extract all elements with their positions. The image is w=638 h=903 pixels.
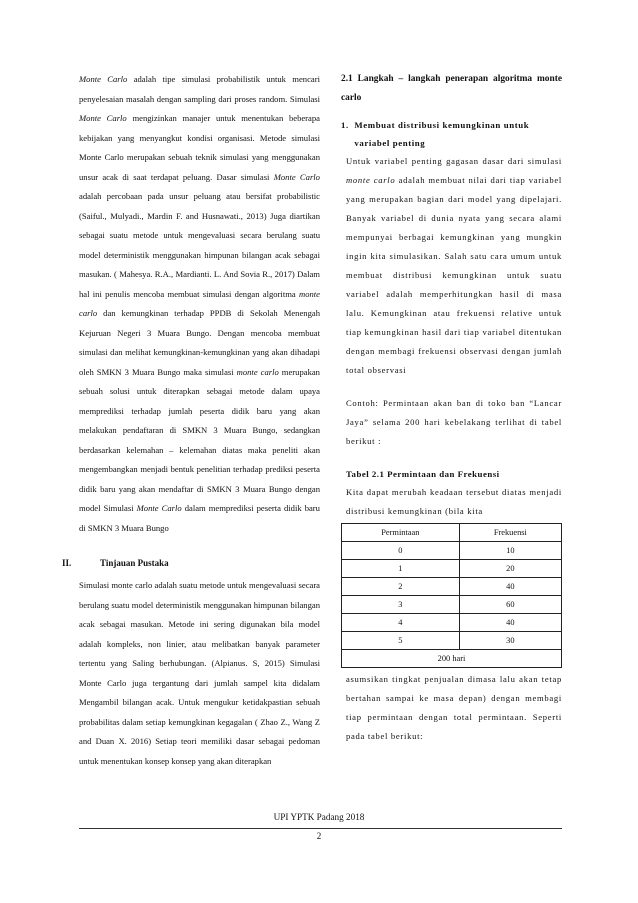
term-monte-carlo: monte carlo (346, 175, 396, 185)
table-total-cell: 200 hari (342, 650, 562, 668)
term-monte-carlo: monte carlo (236, 366, 279, 377)
table-cell: 0 (342, 542, 460, 560)
table-title: Tabel 2.1 Permintaan dan Frekuensi (346, 469, 500, 479)
page-footer: UPI YPTK Padang 2018 (273, 812, 365, 822)
table-cell: 2 (342, 578, 460, 596)
intro-text-5: merupakan sebuah solusi untuk diterapkan sebagai metode dalam upaya memprediksi terhadap jumlah peserta didik baru yang akan melakukan pendaftaran di SMKN 3 Muara Bungo, sedangkan berdasarkan kelemahan – kelemahan diatas maka peneliti akan mengembangkan menjadi bentuk penelitian terhadap prediksi peserta didik baru yang akan mendaftar di SMKN 3 Muara Bungo dengan model Simulasi (79, 366, 320, 513)
intro-text-6: dalam memprediksi peserta didik baru di SMKN 3 Muara Bungo (79, 503, 320, 533)
term-monte-carlo: Monte Carlo (79, 74, 128, 84)
table-row (342, 632, 562, 650)
intro-text-4: dan kemungkinan terhadap PPDB di Sekolah Menengah Kejuruan Negeri 3 Muara Bungo. Dengan mencoba membuat simulasi dan melihat kemungkinan-kemungkinan yang akan dihadapi oleh SMKN 3 Muara Bungo maka simulasi (79, 308, 320, 377)
table-cell: 40 (459, 578, 561, 596)
table-row (342, 596, 562, 614)
table-row (342, 560, 562, 578)
table-cell: 1 (342, 560, 460, 578)
term-monte-carlo: Monte Carlo (79, 113, 127, 123)
table-header-row (342, 524, 562, 542)
table-row (342, 578, 562, 596)
subsection-heading: 2.1 Langkah – langkah penerapan algoritma monte carlo (341, 74, 562, 103)
intro-paragraph (79, 70, 320, 538)
table-cell: 30 (459, 632, 561, 650)
frequency-table (341, 523, 562, 668)
header-frekuensi: Frekuensi (459, 524, 561, 542)
table-cell: 5 (342, 632, 460, 650)
table-cell: 60 (459, 596, 561, 614)
left-column (62, 70, 320, 771)
intro-text-2: mengizinkan manajer untuk menentukan beberapa kebijakan yang menyangkut kondisi organisasi. Metode simulasi Monte Carlo merupakan sebuah teknik simulasi yang menggunakan unsur acak di saat terdapat peluang. Dasar simulasi (79, 113, 320, 182)
term-monte-carlo: Monte Carlo (136, 503, 182, 513)
step-text-2: adalah membuat nilai dari tiap variabel yang merupakan bagian dari model yang dipelajari. Banyak variabel di dunia nyata yang secara alami mempunyai berbagai kemungkinan yang mungkin ingin kita simulasikan. Salah satu cara umum untuk membuat distribusi kemungkinan untuk suatu variabel adalah memperhitungkan hasil di masa lalu. Kemungkinan atau frekuensi relative untuk tiap kemungkinan hasil dari tiap variabel ditentukan dengan membagi frekuensi observasi dengan jumlah total observasi (346, 175, 563, 375)
step-paragraph (341, 152, 562, 380)
review-paragraph: Simulasi monte carlo adalah suatu metode untuk mengevaluasi secara berulang suatu model deterministik menggunakan himpunan bilangan acak sebagai masukan. Metode ini sering digunakan bila model adalah kompleks, non linier, atau melibatkan banyak parameter tertentu yang Saling berhubungan. (Alpianus. S, 2015) Simulasi Monte Carlo juga tergantung dari jumlah sampel kita didalam Mengambil bilangan acak. Untuk mengukur ketidakpastian sebuah probabilitas dalam setiap kemungkinan kegagalan ( Zhao Z., Wang Z and Duan X. 2016) Setiap teori memiliki dasar sebagai pedoman untuk menentukan konsep konsep yang akan diterapkan (79, 580, 320, 766)
header-permintaan: Permintaan (342, 524, 460, 542)
footer-divider (79, 828, 562, 829)
section-heading (62, 558, 320, 568)
closing-paragraph: asumsikan tingkat penjualan dimasa lalu akan tetap bertahan sampai ke masa depan) dengan membagi tiap permintaan dengan total permintaan. Seperti pada tabel berikut: (346, 674, 562, 741)
step-heading (341, 116, 562, 152)
intro-text-1: adalah tipe simulasi probabilistik untuk mencari penyelesaian masalah dengan sampling dari proses random. Simulasi (79, 74, 320, 104)
table-cell: 40 (459, 614, 561, 632)
section-title: Tinjauan Pustaka (100, 558, 169, 568)
table-intro-paragraph: Kita dapat merubah keadaan tersebut diatas menjadi distribusi kemungkinan (bila kita (346, 487, 562, 516)
table-row (342, 614, 562, 632)
table-total-row (342, 650, 562, 668)
term-monte-carlo: monte carlo (79, 288, 320, 318)
page-number: 2 (316, 831, 322, 841)
step-number: 1. (341, 120, 349, 130)
step-text-1: Untuk variabel penting gagasan dasar dari simulasi (346, 156, 562, 166)
term-monte-carlo: Monte Carlo (273, 171, 320, 182)
table-row (342, 542, 562, 560)
table-cell: 20 (459, 560, 561, 578)
table-cell: 3 (342, 596, 460, 614)
table-cell: 4 (342, 614, 460, 632)
table-cell: 10 (459, 542, 561, 560)
section-number: II. (62, 558, 72, 568)
example-paragraph: Contoh: Permintaan akan ban di toko ban “Lancar Jaya” selama 200 hari kebelakang terlihat di tabel berikut : (346, 398, 562, 446)
intro-text-3: adalah percobaan pada unsur peluang atau bersifat probabilistic (Saiful., Mulyadi., Mardin F. and Husnawati., 2013) Juga diartikan sebagai suatu metode untuk mengevaluasi secara berulang suatu model deterministik menggunakan himpunan bilangan acak sebagai masukan. ( Mahesya. R.A., Mardianti. L. And Sovia R., 2017) Dalam hal ini penulis mencoba membuat simulasi dengan algoritma (79, 191, 320, 299)
right-column (341, 70, 562, 746)
step-title: Membuat distribusi kemungkinan untuk variabel penting (354, 120, 530, 148)
